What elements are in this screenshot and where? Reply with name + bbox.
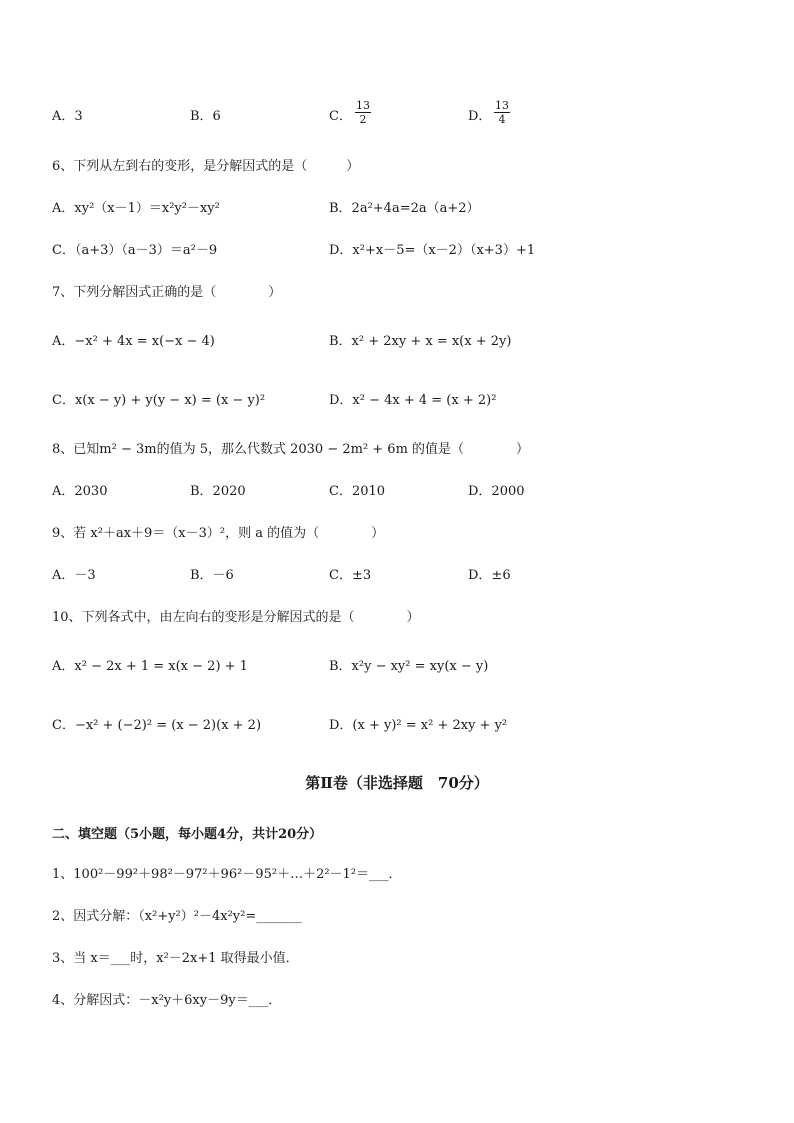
q7-stem: 7、下列分解因式正确的是（ ） xyxy=(52,285,282,300)
q7-option-a: A．−x² + 4x = x(−x − 4) xyxy=(52,334,215,349)
q6-options-cd xyxy=(0,241,794,265)
q7-option-b: B．x² + 2xy + x = x(x + 2y) xyxy=(329,334,512,349)
q6-stem-row xyxy=(0,157,794,181)
fill-3-row xyxy=(0,949,794,973)
q9-option-a: A．－3 xyxy=(52,568,96,583)
q10-stem-row xyxy=(0,608,794,632)
fill-4-row xyxy=(0,991,794,1015)
fill-question-2: 2、因式分解：（x²+y²）²－4x²y²=_______ xyxy=(52,909,302,924)
q7-stem-row xyxy=(0,283,794,307)
q7-options-cd xyxy=(0,391,794,415)
q8-stem: 8、已知m² − 3m的值为 5，那么代数式 2030 − 2m² + 6m 的值是（ ） xyxy=(52,442,530,457)
q8-option-b: B．2020 xyxy=(190,484,246,499)
q10-option-a: A．x² − 2x + 1 = x(x − 2) + 1 xyxy=(52,659,248,674)
q7-option-c: C．x(x − y) + y(y − x) = (x − y)² xyxy=(52,393,266,408)
q5-option-c-label: C． xyxy=(329,109,352,124)
q10-option-b: B．x²y − xy² = xy(x − y) xyxy=(329,659,489,674)
q8-option-c: C．2010 xyxy=(329,484,386,499)
section-2-title: 第Ⅱ卷（非选择题 70分） xyxy=(305,774,489,792)
fill-question-3: 3、当 x＝___时，x²－2x+1 取得最小值． xyxy=(52,951,299,966)
q7-options-ab xyxy=(0,332,794,356)
q8-option-d: D．2000 xyxy=(468,484,525,499)
q9-option-c: C．±3 xyxy=(329,568,372,583)
q5-option-c-numerator: 13 xyxy=(356,99,370,112)
q6-stem: 6、下列从左到右的变形，是分解因式的是（ ） xyxy=(52,159,360,174)
q10-options-cd xyxy=(0,716,794,740)
q6-option-c: C．（a+3）（a－3）＝a²－9 xyxy=(52,243,218,258)
q7-option-d: D．x² − 4x + 4 = (x + 2)² xyxy=(329,393,497,408)
q10-options-ab xyxy=(0,657,794,681)
q8-options xyxy=(0,482,794,506)
q9-options xyxy=(0,566,794,590)
q10-stem: 10、下列各式中，由左向右的变形是分解因式的是（ ） xyxy=(52,610,420,625)
q5-option-b: B．6 xyxy=(190,109,221,124)
q10-option-c: C．−x² + (−2)² = (x − 2)(x + 2) xyxy=(52,718,262,733)
q5-option-d-fraction xyxy=(494,99,510,126)
q5-option-d-denominator: 4 xyxy=(498,113,506,126)
q5-options xyxy=(0,99,794,131)
q5-option-d-label: D． xyxy=(468,109,492,124)
q5-option-c-fraction xyxy=(355,99,371,126)
fill-question-1: 1、100²－99²＋98²－97²＋96²－95²＋…＋2²－1²＝___． xyxy=(52,867,402,882)
q8-option-a: A．2030 xyxy=(52,484,108,499)
q10-option-d: D．(x + y)² = x² + 2xy + y² xyxy=(329,718,508,733)
q8-stem-row xyxy=(0,440,794,464)
q6-option-a: A．xy²（x－1）＝x²y²－xy² xyxy=(52,201,220,216)
q9-option-d: D．±6 xyxy=(468,568,511,583)
q9-option-b: B．－6 xyxy=(190,568,234,583)
fill-2-row xyxy=(0,907,794,931)
q6-option-d: D．x²+x－5=（x－2）（x+3）+1 xyxy=(329,243,536,258)
fill-question-4: 4、分解因式：－x²y＋6xy－9y＝___． xyxy=(52,993,282,1008)
fill-1-row xyxy=(0,865,794,889)
q5-option-d-numerator: 13 xyxy=(495,99,509,112)
q9-stem: 9、若 x²＋ax＋9＝（x－3）²，则 a 的值为（ ） xyxy=(52,526,385,541)
q6-option-b: B．2a²+4a=2a（a+2） xyxy=(329,201,480,216)
q9-stem-row xyxy=(0,524,794,548)
fill-in-part-title: 二、填空题（5小题，每小题4分，共计20分） xyxy=(52,827,323,842)
q5-option-a: A．3 xyxy=(52,109,83,124)
q5-option-c-denominator: 2 xyxy=(359,113,367,126)
q6-options-ab xyxy=(0,199,794,223)
